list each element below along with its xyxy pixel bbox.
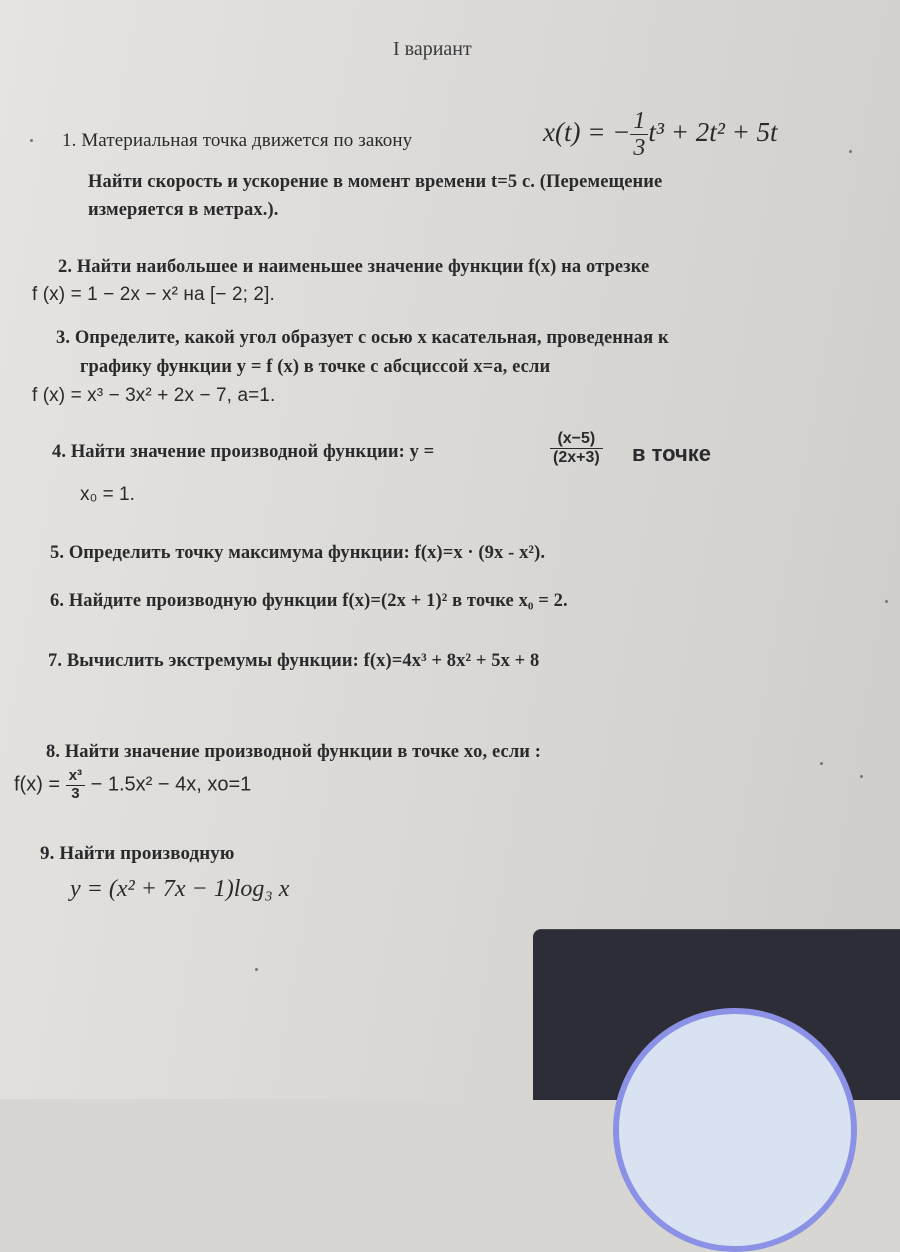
task-2-line2: f (x) = 1 − 2x − x² на [− 2; 2].: [32, 284, 275, 305]
dust-speck: [885, 600, 888, 603]
task-7-label: 7. Вычислить экстремумы функции: f(x)=4x³ + 8x² + 5x + 8: [48, 651, 540, 671]
task-1-label: 1. Материальная точка движется по закону: [62, 130, 413, 151]
task-1-line3: измеряется в метрах.).: [88, 200, 279, 220]
task-3-line3: f (x) = x³ − 3x² + 2x − 7, a=1.: [32, 385, 276, 406]
dust-speck: [849, 150, 852, 153]
task-4-line2: x₀ = 1.: [80, 484, 135, 505]
task-4-after: в точке: [632, 441, 712, 466]
dust-speck: [255, 968, 258, 971]
dust-speck: [30, 139, 33, 142]
task-1-fraction: $\frac{1}{3}$: [630, 108, 648, 162]
dust-speck: [820, 762, 823, 765]
task-4-fraction: $\frac{(x-5)}{(2x+3)}$: [550, 430, 603, 466]
avatar-overlay-panel: [533, 929, 900, 1100]
task-1-formula: x(t) = − $\frac{1}{3}$ t³ + 2t² + 5t: [543, 108, 778, 162]
task-6-label: 6. Найдите производную функции f(x)=(2x + 1)² в точке x₀ = 2.: [50, 591, 568, 611]
task-2-label: 2. Найти наибольшее и наименьшее значение функции f(x) на отрезке: [58, 257, 650, 277]
task-8-formula: f(x) = $\frac{\text{x³}}{3}$ − 1.5x² − 4x, xo=1: [14, 767, 252, 802]
task-9-formula: y = (x² + 7x − 1)log₃ x: [70, 876, 290, 902]
task-5-label: 5. Определить точку максимума функции: f(x)=x · (9x - x²).: [50, 543, 546, 563]
task-3-label: 3. Определите, какой угол образует с осью x касательная, проведенная к: [56, 328, 669, 348]
task-4-label: 4. Найти значение производной функции: y =: [52, 442, 435, 462]
task-1-line2: Найти скорость и ускорение в момент времени t=5 с. (Перемещение: [88, 172, 663, 192]
task-3-line2: графику функции y = f (x) в точке с абсциссой x=a, если: [80, 357, 551, 377]
avatar: [613, 1008, 857, 1252]
page-title: I вариант: [393, 38, 472, 60]
task-8-label: 8. Найти значение производной функции в точке xo, если :: [46, 742, 542, 762]
dust-speck: [860, 775, 863, 778]
task-9-label: 9. Найти производную: [40, 843, 235, 864]
